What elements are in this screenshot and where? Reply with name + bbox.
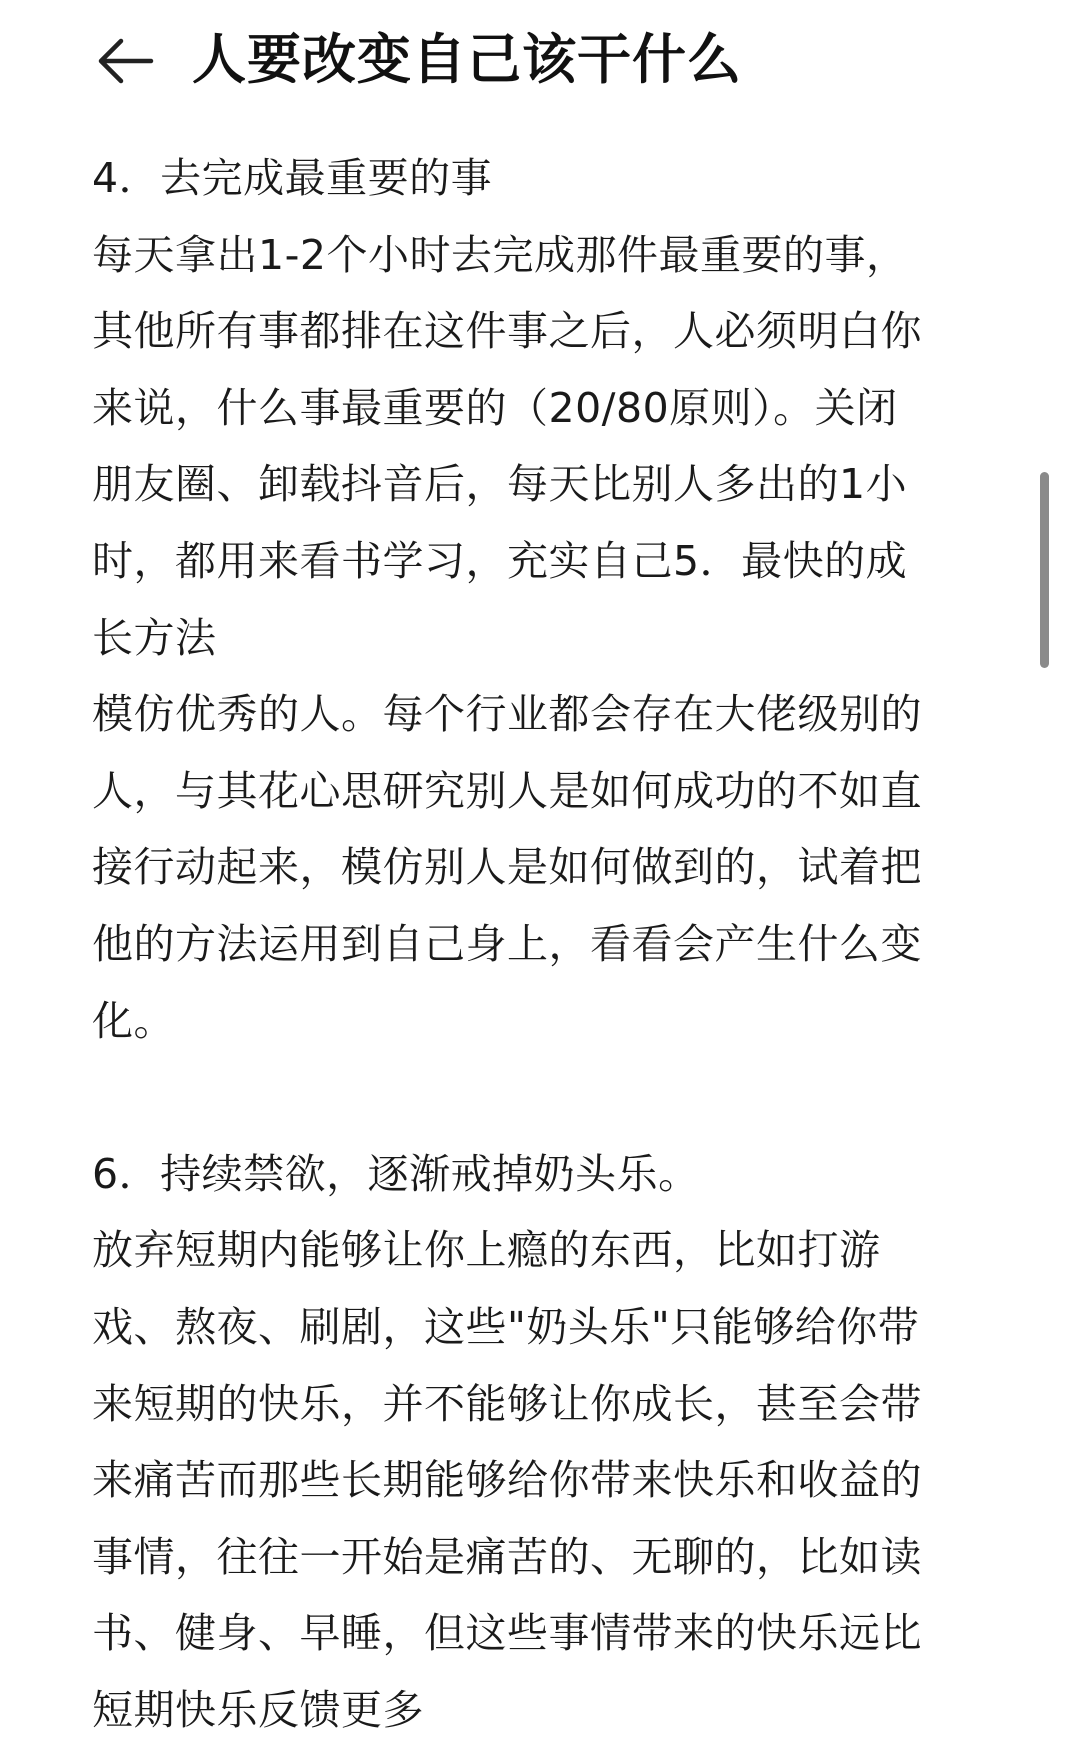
paragraph-line: 接行动起来，模仿别人是如何做到的，试着把 [92, 843, 922, 892]
paragraph-line: 每天拿出1-2个小时去完成那件最重要的事， [92, 230, 908, 279]
paragraph-line: 事情，往往一开始是痛苦的、无聊的，比如读 [92, 1532, 922, 1581]
paragraph-line: 书、健身、早睡，但这些事情带来的快乐远比 [92, 1609, 922, 1658]
paragraph-line: 其他所有事都排在这件事之后，人必须明白你 [92, 307, 922, 356]
paragraph-line: 时，都用来看书学习，充实自己5．最快的成 [92, 536, 908, 585]
paragraph-line: 化。 [92, 996, 175, 1045]
paragraph-line: 朋友圈、卸载抖音后，每天比别人多出的1小 [92, 460, 908, 509]
back-button[interactable] [92, 28, 158, 94]
header-bar [0, 0, 1080, 120]
page-title: 人要改变自己该干什么 [192, 28, 742, 91]
paragraph-line: 放弃短期内能够让你上瘾的东西，比如打游 [92, 1226, 881, 1275]
article-body [92, 140, 1004, 1748]
paragraph-line: 戏、熬夜、刷剧，这些"奶头乐"只能够给你带 [92, 1302, 920, 1351]
section-heading: 4．去完成最重要的事 [92, 154, 493, 202]
arrow-left-icon [95, 36, 155, 86]
section-heading: 6．持续禁欲，逐渐戒掉奶头乐。 [92, 1149, 700, 1198]
paragraph-line: 模仿优秀的人。每个行业都会存在大佬级别的 [92, 690, 922, 739]
paragraph-line: 短期快乐反馈更多 [92, 1685, 424, 1734]
paragraph-line: 来短期的快乐，并不能够让你成长，甚至会带 [92, 1379, 922, 1428]
paragraph-line: 来说，什么事最重要的（20/80原则）。关闭 [92, 383, 898, 432]
scrollbar-thumb[interactable] [1040, 472, 1049, 668]
paragraph-spacer [92, 1059, 1004, 1136]
paragraph-line: 长方法 [92, 613, 217, 662]
paragraph-line: 人，与其花心思研究别人是如何成功的不如直 [92, 766, 922, 815]
paragraph-line: 来痛苦而那些长期能够给你带来快乐和收益的 [92, 1456, 922, 1505]
paragraph-line: 他的方法运用到自己身上，看看会产生什么变 [92, 919, 922, 968]
